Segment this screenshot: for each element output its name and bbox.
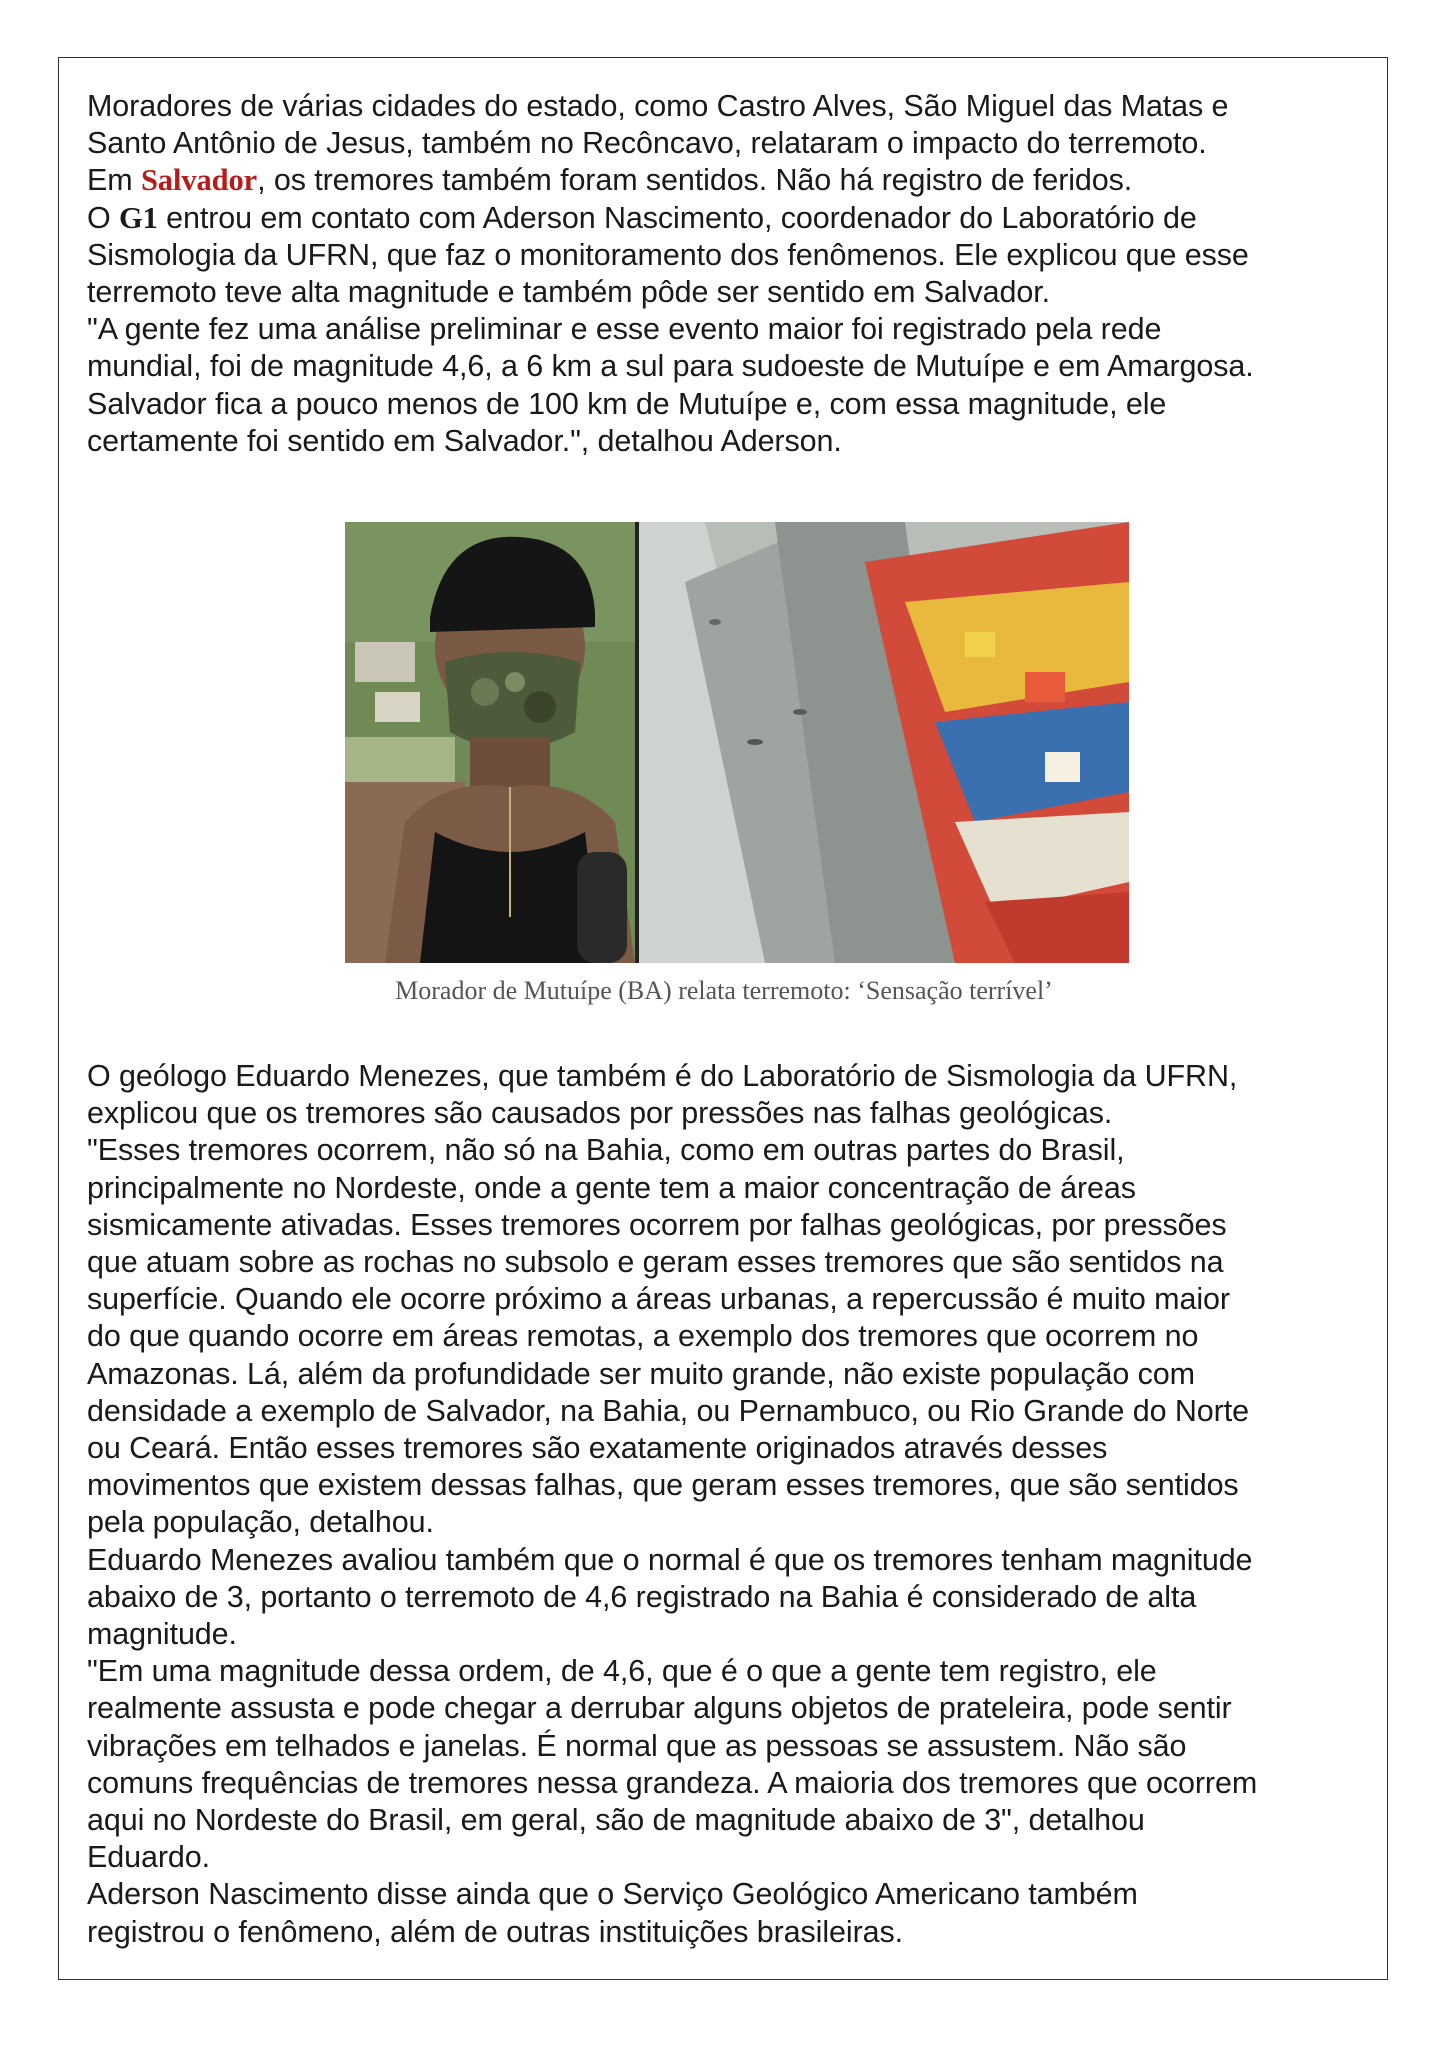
paragraph-line: registrou o fenômeno, além de outras instituições brasileiras. (87, 1914, 904, 1949)
paragraph-line: Salvador fica a pouco menos de 100 km de Mutuípe e, com essa magnitude, ele (87, 386, 1167, 421)
paragraph-line: ou Ceará. Então esses tremores são exatamente originados através desses (87, 1431, 1108, 1466)
article-photo (345, 522, 1129, 963)
paragraph-line: O geólogo Eduardo Menezes, que também é do Laboratório de Sismologia da UFRN, (87, 1059, 1238, 1093)
paragraph-line: "A gente fez uma análise preliminar e esse evento maior foi registrado pela rede (87, 312, 1162, 347)
paragraph-line: Sismologia da UFRN, que faz o monitoramento dos fenômenos. Ele explicou que esse (87, 237, 1249, 272)
article-intro (87, 88, 1377, 460)
paragraph-line: Aderson Nascimento disse ainda que o Serviço Geológico Americano também (87, 1877, 1138, 1912)
face-mask (445, 652, 580, 750)
paragraph-line: "Esses tremores ocorrem, não só na Bahia, como em outras partes do Brasil, (87, 1133, 1125, 1168)
paragraph-line: Amazonas. Lá, além da profundidade ser muito grande, não existe população com (87, 1356, 1195, 1391)
photo-illustration (345, 522, 1129, 963)
paragraph-line: mundial, foi de magnitude 4,6, a 6 km a sul para sudoeste de Mutuípe e em Amargosa. (87, 349, 1254, 384)
paragraph-line: superfície. Quando ele ocorre próximo a áreas urbanas, a repercussão é muito maior (87, 1282, 1230, 1317)
paragraph-line: que atuam sobre as rochas no subsolo e geram esses tremores que são sentidos na (87, 1245, 1224, 1280)
paragraph-line: aqui no Nordeste do Brasil, em geral, são de magnitude abaixo de 3", detalhou (87, 1803, 1145, 1838)
paragraph-line: magnitude. (87, 1617, 237, 1652)
line-text: , os tremores também foram sentidos. Não há registro de feridos. (257, 163, 1133, 198)
paragraph-line: Santo Antônio de Jesus, também no Recôncavo, relataram o impacto do terremoto. (87, 126, 1207, 161)
g1-link[interactable]: G1 (119, 200, 158, 235)
paragraph-line: vibrações em telhados e janelas. É normal que as pessoas se assustem. Não são (87, 1728, 1187, 1763)
photo-caption: Morador de Mutuípe (BA) relata terremoto: ‘Sensação terrível’ (395, 976, 1053, 1005)
paragraph-line: terremoto teve alta magnitude e também pôde ser sentido em Salvador. (87, 275, 1050, 310)
microphone (577, 852, 627, 963)
paragraph-line (87, 162, 1377, 199)
paragraph-line: pela população, detalhou. (87, 1505, 434, 1540)
paragraph-line: movimentos que existem dessas falhas, que geram esses tremores, que são sentidos (87, 1468, 1239, 1503)
article-body (87, 1058, 1377, 1951)
paragraph-line: comuns frequências de tremores nessa grandeza. A maioria dos tremores que ocorrem (87, 1765, 1258, 1800)
salvador-link[interactable]: Salvador (140, 163, 258, 198)
paragraph-line: sismicamente ativadas. Esses tremores ocorrem por falhas geológicas, por pressões (87, 1207, 1227, 1242)
paragraph-line: abaixo de 3, portanto o terremoto de 4,6 registrado na Bahia é considerado de alta (87, 1579, 1197, 1614)
line-text: O (87, 200, 119, 235)
line-text: Em (87, 163, 141, 198)
paragraph-line: densidade a exemplo de Salvador, na Bahia, ou Pernambuco, ou Rio Grande do Norte (87, 1393, 1249, 1428)
paragraph-line: realmente assusta e pode chegar a derrubar alguns objetos de prateleira, pode sentir (87, 1691, 1232, 1726)
paragraph-line: "Em uma magnitude dessa ordem, de 4,6, que é o que a gente tem registro, ele (87, 1654, 1157, 1689)
paragraph-line: Moradores de várias cidades do estado, como Castro Alves, São Miguel das Matas e (87, 89, 1229, 123)
paragraph-line: Eduardo. (87, 1840, 210, 1875)
paragraph-line (87, 200, 1377, 237)
paragraph-line: do que quando ocorre em áreas remotas, a exemplo dos tremores que ocorrem no (87, 1319, 1199, 1354)
line-text: entrou em contato com Aderson Nascimento, coordenador do Laboratório de (157, 200, 1197, 235)
paragraph-line: certamente foi sentido em Salvador.", detalhou Aderson. (87, 423, 842, 458)
paragraph-line: principalmente no Nordeste, onde a gente tem a maior concentração de áreas (87, 1170, 1136, 1205)
paragraph-line: Eduardo Menezes avaliou também que o normal é que os tremores tenham magnitude (87, 1542, 1253, 1577)
paragraph-line: explicou que os tremores são causados por pressões nas falhas geológicas. (87, 1096, 1113, 1131)
